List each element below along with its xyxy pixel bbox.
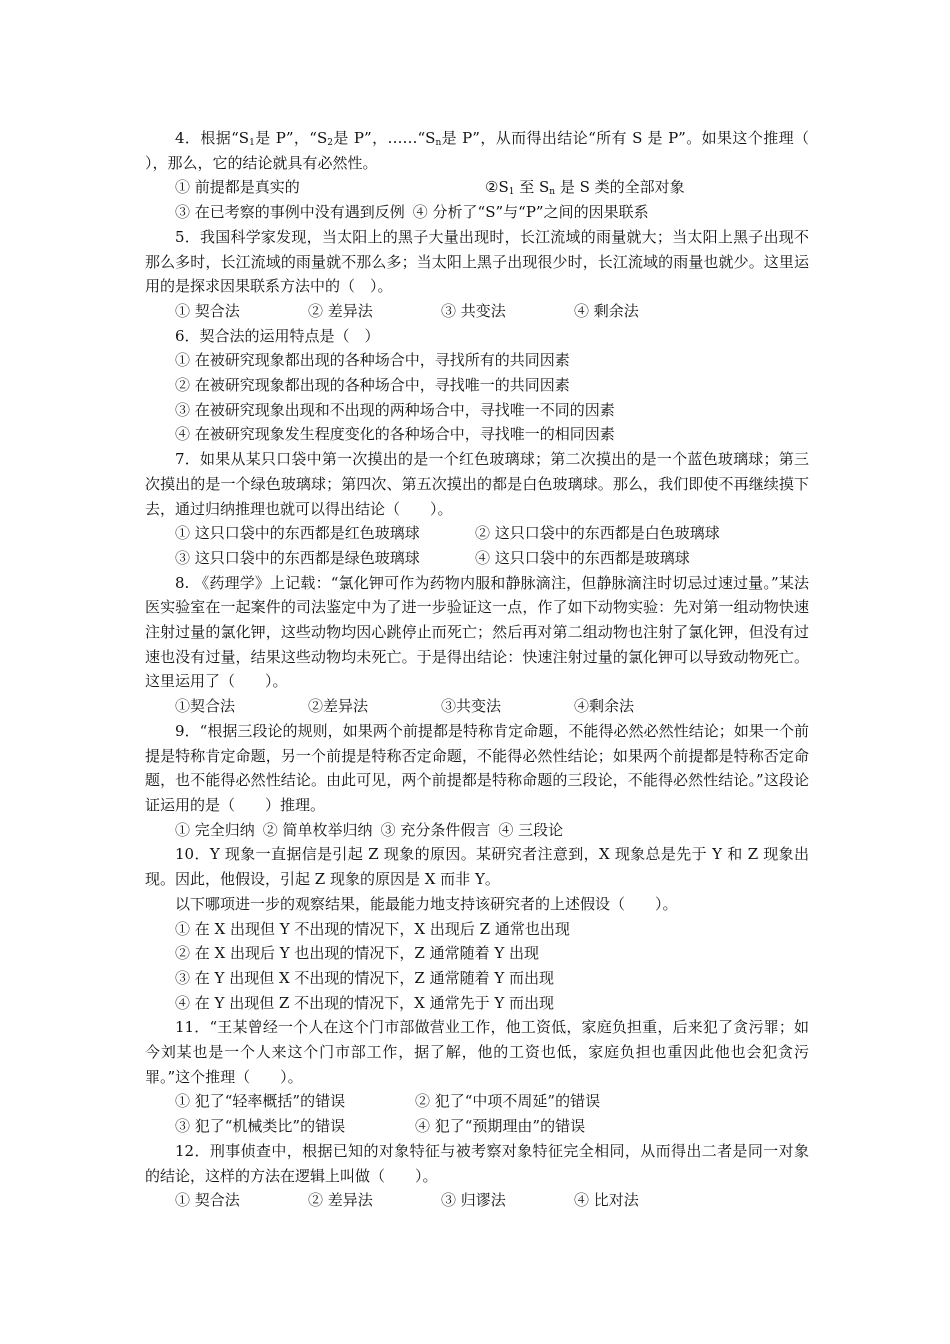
question-4-stem: 4．根据“$S_1$是 P”，“$S_2$是 P”，$\dots\dots“S_n$是 P”，从而得出结论“所有 S 是 P”。如果这个推理（ ），那么，它的结论就具有必然性。 bbox=[145, 129, 840, 172]
document-page bbox=[145, 126, 840, 1213]
question-10-prompt: 以下哪项进一步的观察结果，能最能力地支持该研究者的上述假设（ ）。 bbox=[175, 894, 678, 913]
question-5-option-3: ③ 共变法 bbox=[441, 301, 506, 320]
question-11-option-2: ② 犯了“中项不周延”的错误 bbox=[415, 1092, 601, 1111]
question-9-option-2: ② 简单枚举归纳 bbox=[262, 820, 373, 839]
question-4-options-row-1 bbox=[145, 175, 809, 200]
question-12-option-3: ③ 归谬法 bbox=[441, 1191, 506, 1210]
question-11-options-row-1 bbox=[145, 1089, 809, 1114]
question-7-option-1: ① 这只口袋中的东西都是红色玻璃球 bbox=[175, 524, 420, 543]
question-7-option-4: ④ 这只口袋中的东西都是玻璃球 bbox=[475, 548, 690, 567]
question-9-stem: 9．“根据三段论的规则，如果两个前提都是特称肯定命题，不能得必然必然性结论；如果一个前提是特称肯定命题，另一个前提是特称否定命题，不能得必然性结论；如果两个前提都是特称否定命题，也不能得必然性结论。由此可见，两个前提都是特称命题的三段论，不能得必然性结论。”这段论证运用的是（ ）推理。 bbox=[145, 721, 809, 814]
question-8-option-1: ①契合法 bbox=[175, 697, 236, 716]
question-4-option-2: $②S_1$ 至 $S_n$ 是 S 类的全部对象 bbox=[485, 178, 685, 198]
question-12-options bbox=[145, 1188, 809, 1213]
question-11-option-1: ① 犯了“轻率概括”的错误 bbox=[175, 1092, 346, 1111]
question-10-option-1: ① 在 X 出现但 Y 不出现的情况下，X 出现后 Z 通常也出现 bbox=[175, 919, 570, 938]
question-6-option-1: ① 在被研究现象都出现的各种场合中，寻找所有的共同因素 bbox=[175, 351, 570, 370]
question-7-stem: 7．如果从某只口袋中第一次摸出的是一个红色玻璃球；第二次摸出的是一个蓝色玻璃球；第三次摸出的是一个绿色玻璃球；第四次、第五次摸出的都是白色玻璃球。那么，我们即使不再继续摸下去，通过归纳推理也就可以得出结论（ ）。 bbox=[145, 450, 809, 518]
question-4-option-1: ① 前提都是真实的 bbox=[175, 178, 300, 197]
question-8-options bbox=[145, 694, 809, 719]
question-5-options bbox=[145, 299, 809, 324]
question-10-option-2: ② 在 X 出现后 Y 也出现的情况下，Z 通常随着 Y 出现 bbox=[175, 944, 540, 963]
question-11-option-4: ④ 犯了“预期理由”的错误 bbox=[415, 1117, 586, 1136]
question-11-stem: 11．“王某曾经一个人在这个门市部做营业工作，他工资低，家庭负担重，后来犯了贪污罪；如今刘某也是一个人来这个门市部工作，据了解，他的工资也低，家庭负担也重因此他也会犯贪污罪。”这个推理（ ）。 bbox=[145, 1018, 809, 1086]
question-6-option-3: ③ 在被研究现象出现和不出现的两种场合中，寻找唯一不同的因素 bbox=[175, 400, 615, 419]
question-9-options bbox=[145, 818, 809, 843]
question-10-option-4: ④ 在 Y 出现但 Z 不出现的情况下，X 通常先于 Y 而出现 bbox=[175, 993, 555, 1012]
question-5-option-2: ② 差异法 bbox=[308, 301, 373, 320]
question-9-option-4: ④ 三段论 bbox=[498, 820, 564, 839]
question-9-option-3: ③ 充分条件假言 bbox=[380, 820, 491, 839]
question-12-option-1: ① 契合法 bbox=[175, 1191, 240, 1210]
question-5-stem: 5．我国科学家发现，当太阳上的黑子大量出现时，长江流域的雨量就大；当太阳上黑子出现不那么多时，长江流域的雨量就不那么多；当太阳上黑子出现很少时，长江流域的雨量也就少。这里运用的是探求因果联系方法中的（ ）。 bbox=[145, 227, 809, 296]
question-6-stem: 6．契合法的运用特点是（ ） bbox=[175, 326, 380, 345]
question-8-option-4: ④剩余法 bbox=[574, 697, 635, 716]
question-4-options-row-2 bbox=[145, 200, 809, 225]
question-7-options-row-1 bbox=[145, 521, 809, 546]
question-4-option-3: ③ 在已考察的事例中没有遇到反例 bbox=[175, 203, 405, 222]
question-4-option-4: ④ 分析了“S”与“P”之间的因果联系 bbox=[412, 203, 649, 222]
question-10-option-3: ③ 在 Y 出现但 X 不出现的情况下，Z 通常随着 Y 而出现 bbox=[175, 968, 555, 987]
question-11-option-3: ③ 犯了“机械类比”的错误 bbox=[175, 1117, 346, 1136]
question-7-options-row-2 bbox=[145, 546, 809, 571]
question-12-option-4: ④ 比对法 bbox=[574, 1191, 639, 1210]
question-11-options-row-2 bbox=[145, 1114, 809, 1139]
question-12-option-2: ② 差异法 bbox=[308, 1191, 373, 1210]
question-5-option-4: ④ 剩余法 bbox=[574, 301, 639, 320]
question-8-option-2: ②差异法 bbox=[308, 697, 369, 716]
question-7-option-2: ② 这只口袋中的东西都是白色玻璃球 bbox=[475, 524, 720, 543]
question-10-stem: 10．Y 现象一直据信是引起 Z 现象的原因。某研究者注意到，X 现象总是先于 Y 和 Z 现象出现。因此，他假设，引起 Z 现象的原因是 X 而非 Y。 bbox=[145, 845, 809, 889]
question-6-option-2: ② 在被研究现象都出现的各种场合中，寻找唯一的共同因素 bbox=[175, 376, 570, 395]
question-8-stem: 8. 《药理学》上记载：“氯化钾可作为药物内服和静脉滴注，但静脉滴注时切忌过速过量。”某法医实验室在一起案件的司法鉴定中为了进一步验证这一点，作了如下动物实验：先对第一组动物快速注射过量的氯化钾，这些动物均因心跳停止而死亡；然后再对第二组动物也注射了氯化钾，但没有过速也没有过量，结果这些动物均未死亡。于是得出结论：快速注射过量的氯化钾可以导致动物死亡。这里运用了（ ）。 bbox=[145, 573, 809, 691]
question-9-option-1: ① 完全归纳 bbox=[175, 820, 255, 839]
question-12-stem: 12．刑事侦查中，根据已知的对象特征与被考察对象特征完全相同，从而得出二者是同一对象的结论，这样的方法在逻辑上叫做（ ）。 bbox=[145, 1141, 809, 1185]
question-6-option-4: ④ 在被研究现象发生程度变化的各种场合中，寻找唯一的相同因素 bbox=[175, 425, 615, 444]
question-5-option-1: ① 契合法 bbox=[175, 301, 240, 320]
question-8-option-3: ③共变法 bbox=[441, 697, 502, 716]
question-7-option-3: ③ 这只口袋中的东西都是绿色玻璃球 bbox=[175, 548, 420, 567]
